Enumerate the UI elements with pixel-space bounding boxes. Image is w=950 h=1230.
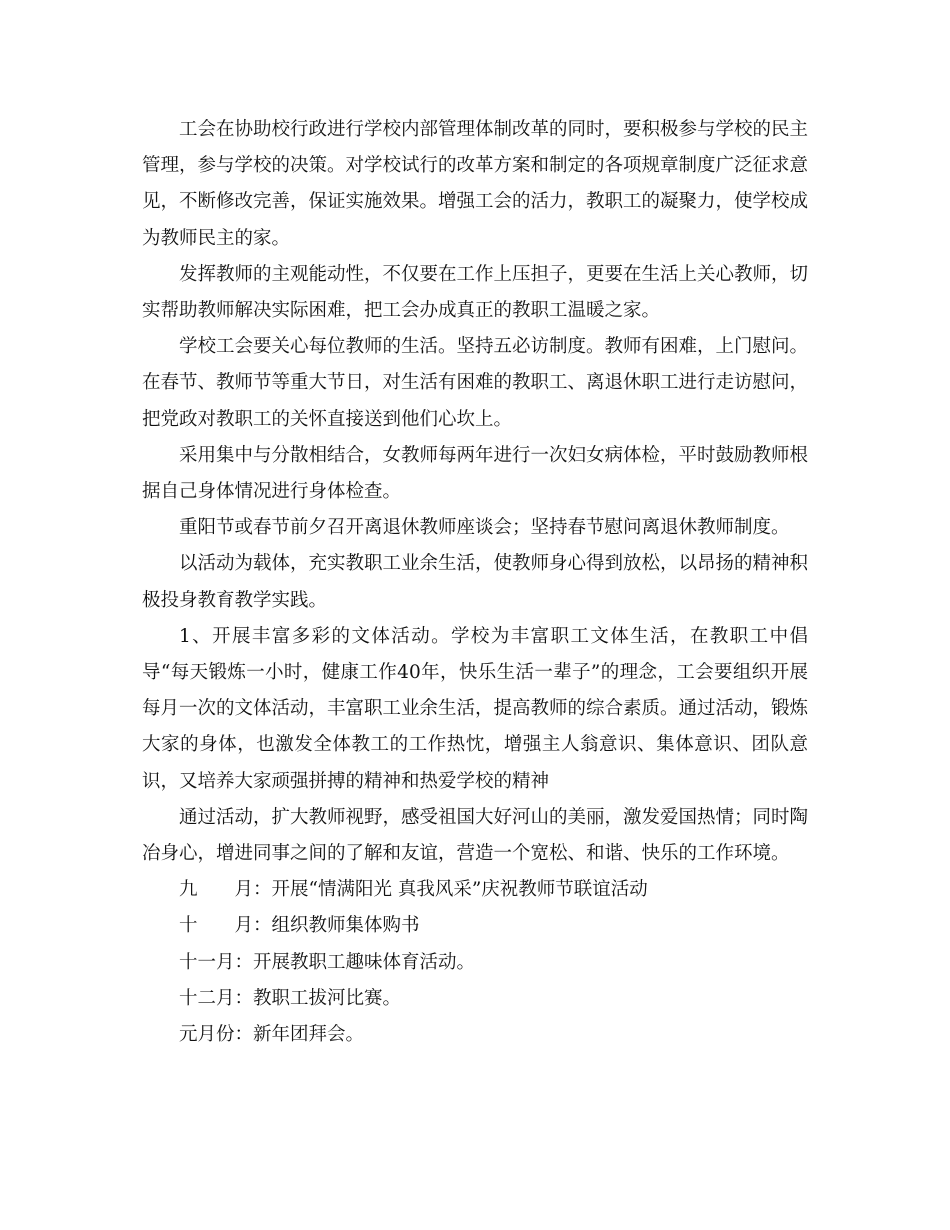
document-body	[142, 112, 808, 1053]
paragraph-broaden-vision: 通过活动，扩大教师视野，感受祖国大好河山的美丽，激发爱国热情；同时陶冶身心，增进同事之间的了解和友谊，营造一个宽松、和谐、快乐的工作环境。	[142, 806, 809, 865]
paragraph-health-check: 采用集中与分散相结合，女教师每两年进行一次妇女病体检，平时鼓励教师根据自己身体情况进行身体检查。	[142, 444, 809, 503]
paragraph-retired-teachers: 重阳节或春节前夕召开离退休教师座谈会；坚持春节慰问离退休教师制度。	[179, 517, 790, 539]
paragraph-union-participation: 工会在协助校行政进行学校内部管理体制改革的同时，要积极参与学校的民主管理，参与学校的决策。对学校试行的改革方案和制定的各项规章制度广泛征求意见，不断修改完善，保证实施效果。增强工会的活力，教职工的凝聚力，使学校成为教师民主的家。	[142, 119, 809, 249]
schedule-october: 十 月：组织教师集体购书	[179, 915, 420, 937]
paragraph-cultural-sports: 1、开展丰富多彩的文体活动。学校为丰富职工文体生活，在教职工中倡导“每天锻炼一小时，健康工作40年，快乐生活一辈子”的理念，工会要组织开展每月一次的文体活动，丰富职工业余生活，提高教师的综合素质。通过活动，锻炼大家的身体，也激发全体教工的工作热忱，增强主人翁意识、集体意识、团队意识，又培养大家顽强拼搏的精神和热爱学校的精神	[142, 625, 809, 792]
paragraph-teacher-initiative: 发挥教师的主观能动性，不仅要在工作上压担子，更要在生活上关心教师，切实帮助教师解决实际困难，把工会办成真正的教职工温暖之家。	[142, 263, 809, 322]
schedule-december: 十二月：教职工拔河比赛。	[179, 987, 402, 1009]
paragraph-activities-carrier: 以活动为载体，充实教职工业余生活，使教师身心得到放松，以昂扬的精神积极投身教育教学实践。	[142, 553, 809, 611]
schedule-september: 九 月：开展“情满阳光 真我风采”庆祝教师节联谊活动	[179, 879, 648, 901]
paragraph-care-for-teachers: 学校工会要关心每位教师的生活。坚持五必访制度。教师有困难，上门慰问。在春节、教师节等重大节日，对生活有困难的教职工、离退休职工进行走访慰问，把党政对教职工的关怀直接送到他们心坎上。	[142, 336, 809, 430]
schedule-january: 元月份：新年团拜会。	[179, 1024, 365, 1046]
schedule-november: 十一月：开展教职工趣味体育活动。	[179, 951, 476, 973]
